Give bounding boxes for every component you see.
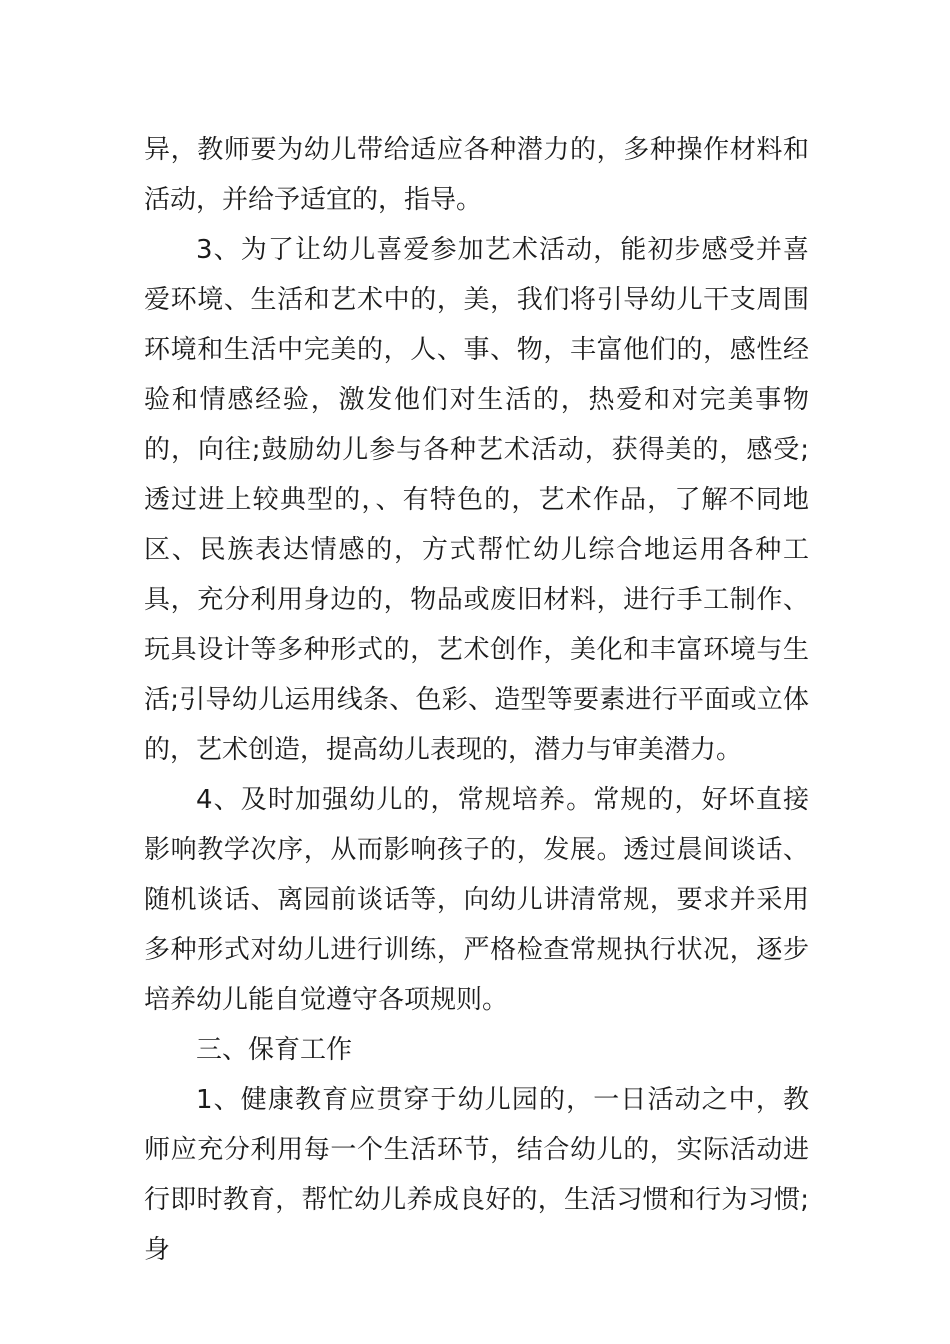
paragraph-routine-training: 4、及时加强幼儿的，常规培养。常规的，好坏直接影响教学次序，从而影响孩子的，发展。透过晨间谈话、随机谈话、离园前谈话等，向幼儿讲清常规，要求并采用多种形式对幼儿进行训练，严格检查常规执行状况，逐步培养幼儿能自觉遵守各项规则。: [144, 785, 809, 1015]
paragraph-continued: 异，教师要为幼儿带给适应各种潜力的，多种操作材料和活动，并给予适宜的，指导。: [144, 135, 809, 215]
section-heading-care-work: 三、保育工作: [196, 1035, 353, 1065]
paragraph-art-activities: 3、为了让幼儿喜爱参加艺术活动，能初步感受并喜爱环境、生活和艺术中的，美，我们将引导幼儿干支周围环境和生活中完美的，人、事、物，丰富他们的，感性经验和情感经验，激发他们对生活的，热爱和对完美事物的，向往;鼓励幼儿参与各种艺术活动，获得美的，感受;透过进上较典型的，、有特色的，艺术作品，了解不同地区、民族表达情感的，方式帮忙幼儿综合地运用各种工具，充分利用身边的，物品或废旧材料，进行手工制作、玩具设计等多种形式的，艺术创作，美化和丰富环境与生活;引导幼儿运用线条、色彩、造型等要素进行平面或立体的，艺术创造，提高幼儿表现的，潜力与审美潜力。: [144, 235, 809, 765]
document-body: [144, 125, 809, 1275]
paragraph-health-education: 1、健康教育应贯穿于幼儿园的，一日活动之中，教师应充分利用每一个生活环节，结合幼儿的，实际活动进行即时教育，帮忙幼儿养成良好的，生活习惯和行为习惯;身: [144, 1085, 809, 1265]
